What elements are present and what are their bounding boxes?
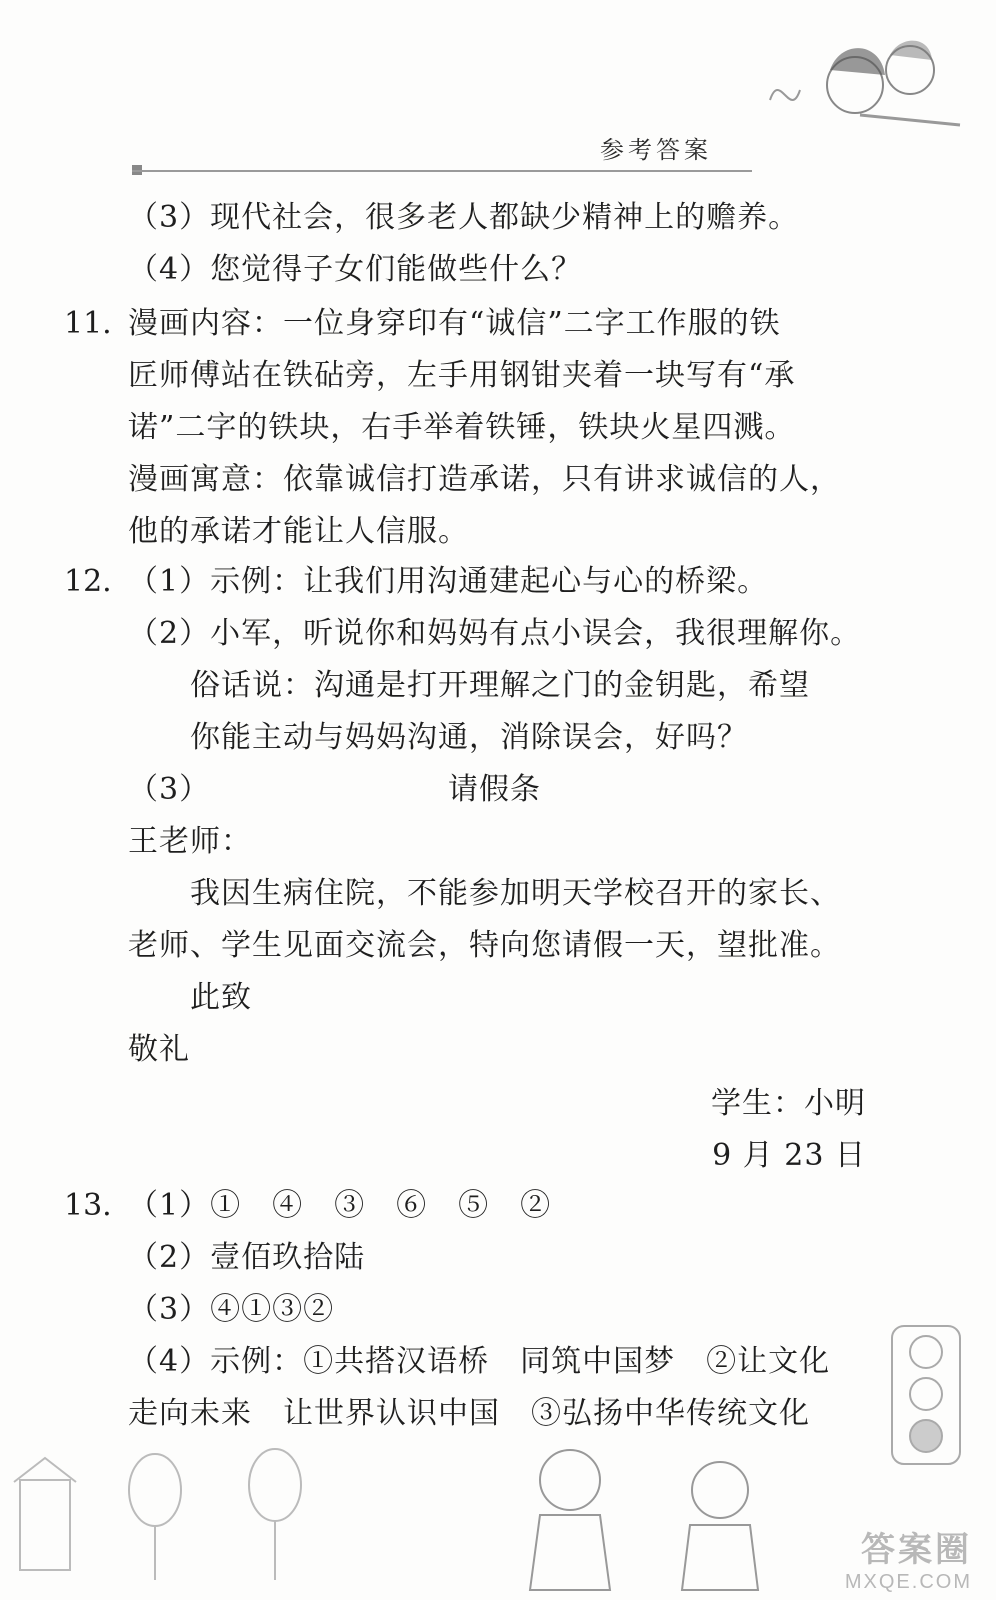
q11-line2: 匠师傅站在铁砧旁，左手用钢钳夹着一块写有“承 — [128, 358, 796, 393]
kids-illustration-top — [760, 30, 980, 140]
leave-note-body-line1: 我因生病住院，不能参加明天学校召开的家长、 — [190, 876, 841, 911]
watermark-title: 答案圈 — [861, 1531, 972, 1569]
q12-number: 12. — [64, 564, 112, 599]
leave-note-closing2: 敬礼 — [128, 1032, 190, 1067]
leave-note-signature: 学生：小明 — [711, 1086, 866, 1121]
traffic-light-illustration — [886, 1320, 966, 1470]
leave-note-title: 请假条 — [448, 772, 541, 807]
q12-part2-line3: 你能主动与妈妈沟通，消除误会，好吗？ — [190, 720, 748, 755]
q13-part4-line2: 走向未来 让世界认识中国 ③弘扬中华传统文化 — [128, 1396, 810, 1431]
q13-number: 13. — [64, 1188, 112, 1223]
q11-line5: 他的承诺才能让人信服。 — [128, 514, 469, 549]
q11-line1: 漫画内容：一位身穿印有“诚信”二字工作服的铁 — [128, 306, 781, 341]
q13-part2: （2）壹佰玖拾陆 — [128, 1240, 366, 1275]
q12-part1: （1）示例：让我们用沟通建起心与心的桥梁。 — [128, 564, 769, 599]
leave-note-salutation: 王老师： — [128, 824, 252, 859]
page-header-title: 参考答案 — [600, 136, 712, 164]
leave-note-date: 9 月 23 日 — [712, 1138, 866, 1173]
leave-note-body-line2: 老师、学生见面交流会，特向您请假一天，望批准。 — [128, 928, 841, 963]
q11-line4: 漫画寓意：依靠诚信打造承诺，只有讲求诚信的人， — [128, 462, 841, 497]
q13-part1: （1）① ④ ③ ⑥ ⑤ ② — [128, 1188, 552, 1223]
q12-part3-label: （3） — [128, 772, 211, 807]
q12-part2-line2: 俗话说：沟通是打开理解之门的金钥匙，希望 — [190, 668, 810, 703]
q10-part3: （3）现代社会，很多老人都缺少精神上的赡养。 — [128, 200, 800, 235]
watermark-url: MXQE.COM — [844, 1571, 972, 1593]
scenery-illustration-bottom — [0, 1440, 760, 1600]
leave-note-closing1: 此致 — [190, 980, 252, 1015]
header-rule — [132, 170, 752, 172]
watermark — [845, 1522, 972, 1594]
q13-part3: （3）④①③② — [128, 1292, 335, 1327]
q13-part4-line1: （4）示例：①共搭汉语桥 同筑中国梦 ②让文化 — [128, 1344, 831, 1379]
q11-line3: 诺”二字的铁块，右手举着铁锤，铁块火星四溅。 — [128, 410, 796, 445]
q10-part4: （4）您觉得子女们能做些什么？ — [128, 252, 583, 287]
q12-part2-line1: （2）小军，听说你和妈妈有点小误会，我很理解你。 — [128, 616, 862, 651]
q11-number: 11. — [64, 306, 112, 341]
